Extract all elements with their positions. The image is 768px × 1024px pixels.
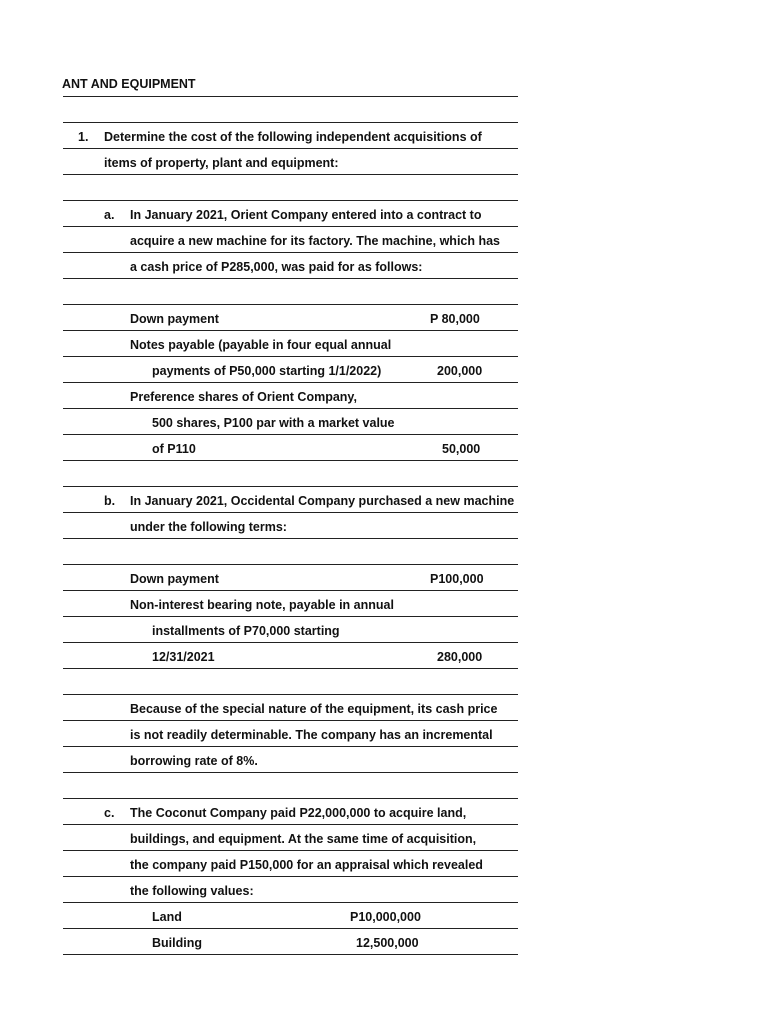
part-c-text: buildings, and equipment. At the same time of acquisition, [130,832,477,846]
part-c-text: the following values: [130,884,254,898]
row-divider [63,720,518,721]
line-item-label: of P110 [152,442,196,456]
page-title: ANT AND EQUIPMENT [62,77,196,91]
line-item-label: 500 shares, P100 par with a market value [152,416,395,430]
row-divider [63,642,518,643]
row-divider [63,200,518,201]
row-divider [63,876,518,877]
row-divider [63,538,518,539]
part-letter-b: b. [104,494,116,508]
part-a-text: acquire a new machine for its factory. The machine, which has [130,234,501,248]
value-amount: 12,500,000 [356,936,419,950]
line-item-amount: 50,000 [442,442,481,456]
row-divider [63,512,518,513]
part-b-text: under the following terms: [130,520,287,534]
row-divider [63,408,518,409]
row-divider [63,174,518,175]
value-label: Land [152,910,182,924]
part-b-text: In January 2021, Occidental Company purchased a new machine [130,494,515,508]
row-divider [63,122,518,123]
value-label: Building [152,936,202,950]
row-divider [63,850,518,851]
row-divider [63,486,518,487]
row-divider [63,434,518,435]
row-divider [63,616,518,617]
line-item-label: Down payment [130,312,219,326]
row-divider [63,330,518,331]
line-item-label: 12/31/2021 [152,650,215,664]
value-amount: P10,000,000 [350,910,421,924]
question-text: Determine the cost of the following independent acquisitions of [104,130,482,144]
row-divider [63,746,518,747]
line-item-amount: 200,000 [437,364,483,378]
part-letter-a: a. [104,208,115,222]
row-divider [63,798,518,799]
line-item-amount: 280,000 [437,650,483,664]
row-divider [63,564,518,565]
line-item-label: installments of P70,000 starting [152,624,340,638]
part-b-note: is not readily determinable. The company has an incremental [130,728,493,742]
row-divider [63,304,518,305]
row-divider [63,226,518,227]
line-item-label: Non-interest bearing note, payable in annual [130,598,394,612]
part-b-note: Because of the special nature of the equipment, its cash price [130,702,498,716]
row-divider [63,148,518,149]
part-a-text: In January 2021, Orient Company entered into a contract to [130,208,482,222]
item-number: 1. [78,130,89,144]
row-divider [63,694,518,695]
row-divider [63,382,518,383]
row-divider [63,356,518,357]
row-divider [63,460,518,461]
row-divider [63,824,518,825]
row-divider [63,278,518,279]
line-item-label: Down payment [130,572,219,586]
line-item-amount: P100,000 [430,572,484,586]
row-divider [63,668,518,669]
row-divider [63,954,518,955]
line-item-label: Preference shares of Orient Company, [130,390,357,404]
row-divider [63,96,518,97]
line-item-amount: P 80,000 [430,312,480,326]
line-item-label: Notes payable (payable in four equal annual [130,338,392,352]
row-divider [63,928,518,929]
part-letter-c: c. [104,806,115,820]
row-divider [63,590,518,591]
row-divider [63,772,518,773]
row-divider [63,902,518,903]
row-divider [63,252,518,253]
part-c-text: The Coconut Company paid P22,000,000 to acquire land, [130,806,467,820]
part-a-text: a cash price of P285,000, was paid for as follows: [130,260,423,274]
line-item-label: payments of P50,000 starting 1/1/2022) [152,364,382,378]
question-text: items of property, plant and equipment: [104,156,339,170]
part-b-note: borrowing rate of 8%. [130,754,258,768]
part-c-text: the company paid P150,000 for an appraisal which revealed [130,858,483,872]
